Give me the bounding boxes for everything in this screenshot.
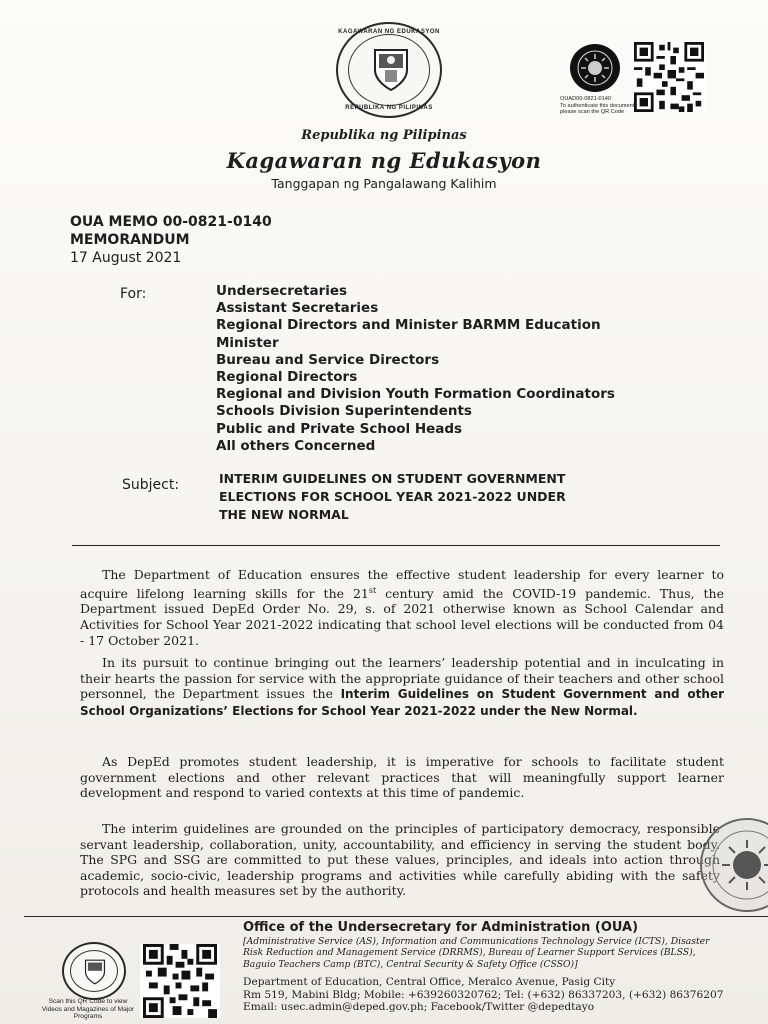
- authentication-qr-code-icon[interactable]: [633, 42, 705, 112]
- for-label: For:: [120, 286, 147, 302]
- recipient-item: Public and Private School Heads: [216, 420, 463, 437]
- shield-icon: [371, 48, 411, 92]
- authentication-seal: [570, 44, 620, 92]
- footer-address-line: Department of Education, Central Office, Meralco Avenue, Pasig City: [243, 976, 616, 988]
- republic-heading: Republika ng Pilipinas: [301, 128, 467, 143]
- footer-divider: [24, 916, 768, 917]
- deped-seal-logo: [336, 22, 442, 118]
- memo-number: OUA MEMO 00-0821-0140: [70, 214, 272, 230]
- footer-office-title: Office of the Undersecretary for Administration (OUA): [243, 920, 639, 935]
- recipient-item: Bureau and Service Directors: [216, 351, 440, 368]
- recipient-item: Schools Division Superintendents: [216, 403, 472, 420]
- recipient-item: Regional Directors and Minister BARMM Education: [216, 317, 601, 334]
- footer-address: [243, 976, 763, 1014]
- memo-type: MEMORANDUM: [70, 232, 190, 248]
- body-paragraph-1: The Department of Education ensures the effective student leadership for every learner to acquire lifelong learning skills for the 21st century amid the COVID-19 pandemic. Thus, the Department issued DepEd Order No. 29, s. of 2021 otherwise known as School Calendar and Activities for School Year 2021-2022 indicating that school level elections will be conducted from 04 - 17 October 2021.: [80, 567, 724, 648]
- sun-icon: [702, 820, 768, 910]
- footer-email-line[interactable]: Email: usec.admin@deped.gov.ph; Facebook/Twitter @depedtayo: [243, 1001, 595, 1014]
- memo-date: 17 August 2021: [70, 250, 182, 266]
- shield-icon: [83, 959, 107, 985]
- sun-icon: [572, 46, 618, 90]
- recipient-item: Minister: [216, 334, 279, 351]
- rubber-stamp: [700, 818, 768, 912]
- subject-label: Subject:: [122, 477, 180, 493]
- footer-services: [Administrative Service (AS), Information and Communications Technology Service (ICTS), Disaster Risk Reduction and Management Service (DRRMS), Bureau of Learner Support Services (BLSS), Baguio Teachers Camp (BTC), Central Security & Safety Office (CSSO)]: [243, 936, 710, 970]
- office-heading: Tanggapan ng Pangalawang Kalihim: [271, 176, 497, 191]
- seal-top-text: KAGAWARAN NG EDUKASYON: [338, 29, 440, 35]
- seal-bottom-text: REPUBLIKA NG PILIPINAS: [345, 105, 433, 111]
- department-heading: Kagawaran ng Edukasyon: [226, 148, 542, 173]
- scan-qr-caption: Scan this QR Code to view Videos and Magazines of Major Programs: [41, 998, 135, 1021]
- body-paragraph-4: The interim guidelines are grounded on the principles of participatory democracy, responsible servant leadership, collaboration, unity, accountability, and efficiency in serving the student body. The SPG and SSG are committed to put these values, principles, and ideals into action through academic, socio-civic, leadership programs and activities while carefully abiding with the safety protocols and health measures set by the authority.: [80, 821, 720, 899]
- footer-contact-line: Rm 519, Mabini Bldg; Mobile: +639260320762; Tel: (+632) 86337203, (+632) 86376207: [243, 988, 724, 1001]
- recipient-item: Undersecretaries: [216, 283, 348, 299]
- subject-divider: [72, 545, 720, 546]
- recipient-item: Assistant Secretaries: [216, 300, 379, 317]
- recipient-item: Regional Directors: [216, 369, 358, 386]
- recipient-item: Regional and Division Youth Formation Coordinators: [216, 386, 615, 403]
- programs-qr-code-icon[interactable]: [140, 944, 220, 1018]
- recipient-item: All others Concerned: [216, 437, 376, 454]
- body-paragraph-3: As DepEd promotes student leadership, it is imperative for schools to facilitate student government elections and other relevant practices that will meaningfully support learner development and respond to varied contexts at this time of pandemic.: [80, 754, 724, 801]
- authentication-caption: OUAD00-0821-0140 To authenticate this document, please scan the QR Code: [560, 96, 636, 116]
- body-paragraph-2: In its pursuit to continue bringing out the learners’ leadership potential and in inculcating in their hearts the passion for service with the appropriate guidance of their teachers and other school personnel, the Department issues the Interim Guidelines on Student Government and other School Organizations’ Elections for School Year 2021-2022 under the New Normal.: [80, 655, 725, 718]
- recipient-list: [216, 283, 615, 455]
- footer-deped-seal-logo: [62, 942, 126, 1000]
- subject-text: INTERIM GUIDELINES ON STUDENT GOVERNMENT ELECTIONS FOR SCHOOL YEAR 2021-2022 UNDER THE NEW NORMAL: [219, 471, 566, 522]
